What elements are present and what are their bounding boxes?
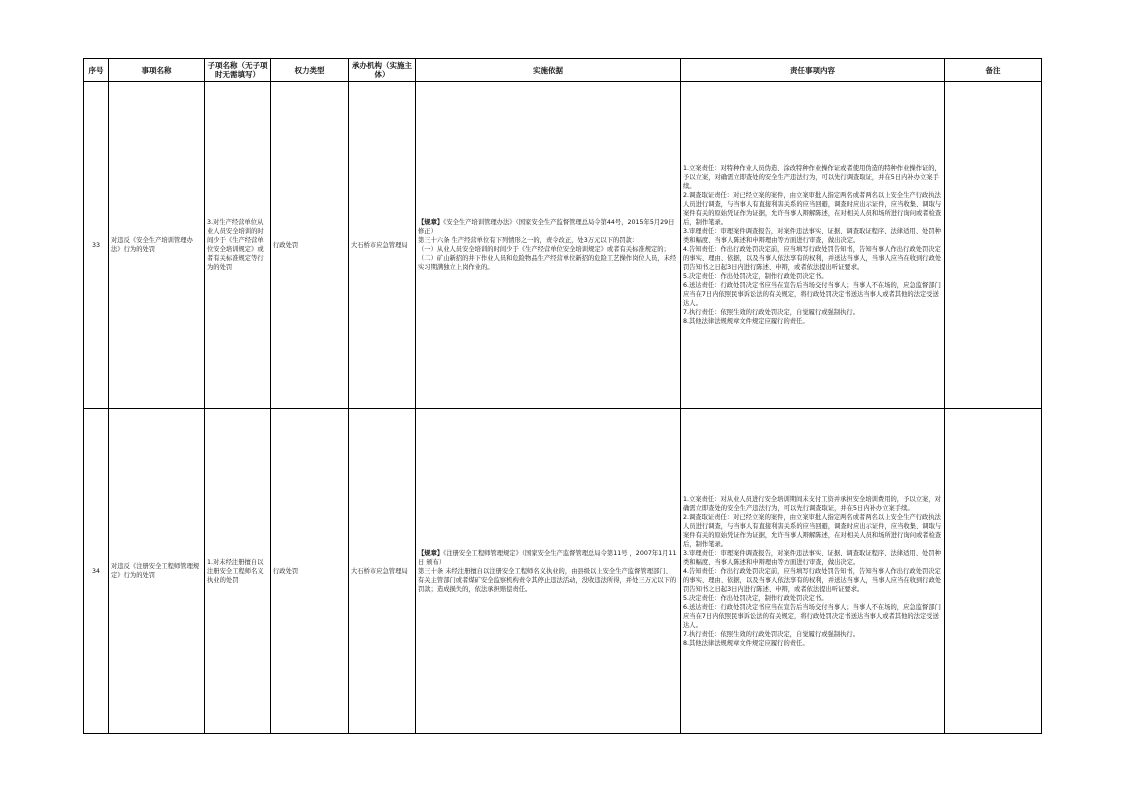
basis-head: 【规章】	[418, 549, 444, 557]
header-row	[84, 59, 1042, 82]
duty-line: 4.告知责任：作出行政处罚决定前，应当填写行政处罚告知书，告知当事人作出行政处罚决定的事实、理由、依据，以及当事人依法享有的权利，并送达当事人，当事人应当在收到行政处罚告知书之日起3日内进行陈述、申辩，或者依法提出听证要求。	[683, 246, 942, 271]
duty-line: 5.决定责任：作出处罚决定，制作行政处罚决定书。	[683, 594, 828, 602]
seq-cell: 34	[84, 409, 109, 734]
duty-line: 3.审理责任：审理案件调查报告，对案件违法事实、证据、调查取证程序、法律适用、处罚种类和幅度、当事人陈述和申辩理由等方面进行审查，做出决定。	[683, 228, 941, 244]
duty-line: 7.执行责任：依照生效的行政处罚决定，自觉履行或强制执行。	[683, 630, 860, 638]
header-power-type: 权力类型	[271, 59, 349, 82]
duty-line: 2.调查取证责任：对已经立案的案件，由立案审批人指定两名或者两名以上安全生产行政执法人员进行调查，与当事人有直接利害关系的应当回避，调查时应出示证件，应当收集、调取与案件有关的原始凭证作为证据，允许当事人辩解陈述，在对相关人员和场所进行询问或者检查后，制作笔录。	[683, 513, 942, 548]
sub-item-name-cell: 3.对生产经营单位从业人员安全培训的时间少于《生产经营单位安全培训规定》或者有关标准规定等行为的处罚	[205, 82, 271, 409]
basis-head: 【规章】	[418, 219, 444, 226]
duty-line: 7.执行责任：依照生效的行政处罚决定，自觉履行或强制执行。	[683, 309, 860, 316]
sub-item-name-cell: 1.对未经注册擅自以注册安全工程师名义执业的处罚	[205, 409, 271, 734]
power-list-table	[83, 58, 1042, 734]
remark-cell	[945, 82, 1042, 409]
table-row	[84, 409, 1042, 734]
basis-line: 第三十六条 生产经营单位有下列情形之一的，责令改正，处3万元以下的罚款：	[418, 237, 639, 244]
basis-line: 第三十条 未经注册擅自以注册安全工程师名义执业的，由县级以上安全生产监督管理部门、有关主管部门或者煤矿安全监察机构责令其停止违法活动，没收违法所得，并处三万元以下的罚款；造成损失的，依法承担赔偿责任。	[418, 567, 677, 593]
duty-line: 1.立案责任：对从业人员进行安全培训期间未支付工资并承担安全培训费用的，予以立案，对确需立即查处的安全生产违法行为，可以先行调查取证，并在5日内补办立案手续。	[683, 495, 941, 512]
header-basis: 实施依据	[416, 59, 681, 82]
power-type-cell: 行政处罚	[271, 409, 349, 734]
basis-text: 《注册安全工程师管理规定》（国家安全生产监督管理总局令第11号 ，2007年1月11日 颁布）	[418, 549, 677, 566]
basis-title	[418, 218, 678, 236]
basis-title	[418, 549, 678, 567]
seq-cell: 33	[84, 82, 109, 409]
basis-cell	[416, 409, 681, 734]
table-row	[84, 82, 1042, 409]
duty-line: 5.决定责任：作出处罚决定，制作行政处罚决定书。	[683, 273, 828, 280]
header-seq: 序号	[84, 59, 109, 82]
duty-line: 2.调查取证责任：对已经立案的案件，由立案审批人指定两名或者两名以上安全生产行政执法人员进行调查，与当事人有直接利害关系的应当回避，调查时应出示证件，应当收集、调取与案件有关的原始凭证作为证据，允许当事人辩解陈述，在对相关人员和场所进行询问或者检查后，制作笔录。	[683, 192, 942, 226]
header-remark: 备注	[945, 59, 1042, 82]
item-name-cell: 对违反《安全生产培训管理办法》行为的处罚	[109, 82, 205, 409]
header-duties: 责任事项内容	[681, 59, 945, 82]
basis-cell	[416, 82, 681, 409]
duties-cell	[681, 82, 945, 409]
org-cell: 大石桥市应急管理局	[349, 82, 416, 409]
duty-line: 4.告知责任：作出行政处罚决定前，应当填写行政处罚告知书，告知当事人作出行政处罚决定的事实、理由、依据，以及当事人依法享有的权利，并送达当事人，当事人应当在收到行政处罚告知书之日起3日内进行陈述、申辩，或者依法提出听证要求。	[683, 567, 942, 593]
duty-line: 1.立案责任：对特种作业人员伪造、涂改特种作业操作证或者使用伪造的特种作业操作证的，予以立案，对确需立即查处的安全生产违法行为，可以先行调查取证，并在5日内补办立案手续。	[683, 165, 941, 190]
org-cell: 大石桥市应急管理局	[349, 409, 416, 734]
duty-line: 3.审理责任：审理案件调查报告，对案件违法事实、证据、调查取证程序、法律适用、处罚种类和幅度、当事人陈述和申辩理由等方面进行审查，做出决定。	[683, 549, 941, 566]
duties-cell	[681, 409, 945, 734]
duty-line: 6.送达责任：行政处罚决定书应当在宣告后当场交付当事人；当事人不在场的，应急监督部门应当在7日内依照民事诉讼法的有关规定，将行政处罚决定书送达当事人或者其他的法定受送达人。	[683, 282, 941, 307]
header-item-name: 事项名称	[109, 59, 205, 82]
basis-line: （一）从业人员安全培训的时间少于《生产经营单位安全培训规定》或者有关标准规定的；（二）矿山新招的井下作业人员和危险物品生产经营单位新招的危险工艺操作岗位人员，未经实习期满独立上岗作业的。	[418, 246, 677, 271]
basis-text: 《安全生产培训管理办法》（国家安全生产监督管理总局令第44号，2015年5月29日 修正）	[418, 219, 675, 235]
duty-line: 8.其他法律法规规章文件规定应履行的责任。	[683, 318, 809, 325]
power-type-cell: 行政处罚	[271, 82, 349, 409]
header-org: 承办机构（实施主体）	[349, 59, 416, 82]
header-sub-item-name: 子项名称（无子项时无需填写）	[205, 59, 271, 82]
remark-cell	[945, 409, 1042, 734]
duty-line: 8.其他法律法规规章文件规定应履行的责任。	[683, 639, 809, 647]
duty-line: 6.送达责任：行政处罚决定书应当在宣告后当场交付当事人；当事人不在场的，应急监督部门应当在7日内依照民事诉讼法的有关规定，将行政处罚决定书送达当事人或者其他的法定受送达人。	[683, 603, 941, 629]
item-name-cell: 对违反《注册安全工程师管理规定》行为的处罚	[109, 409, 205, 734]
